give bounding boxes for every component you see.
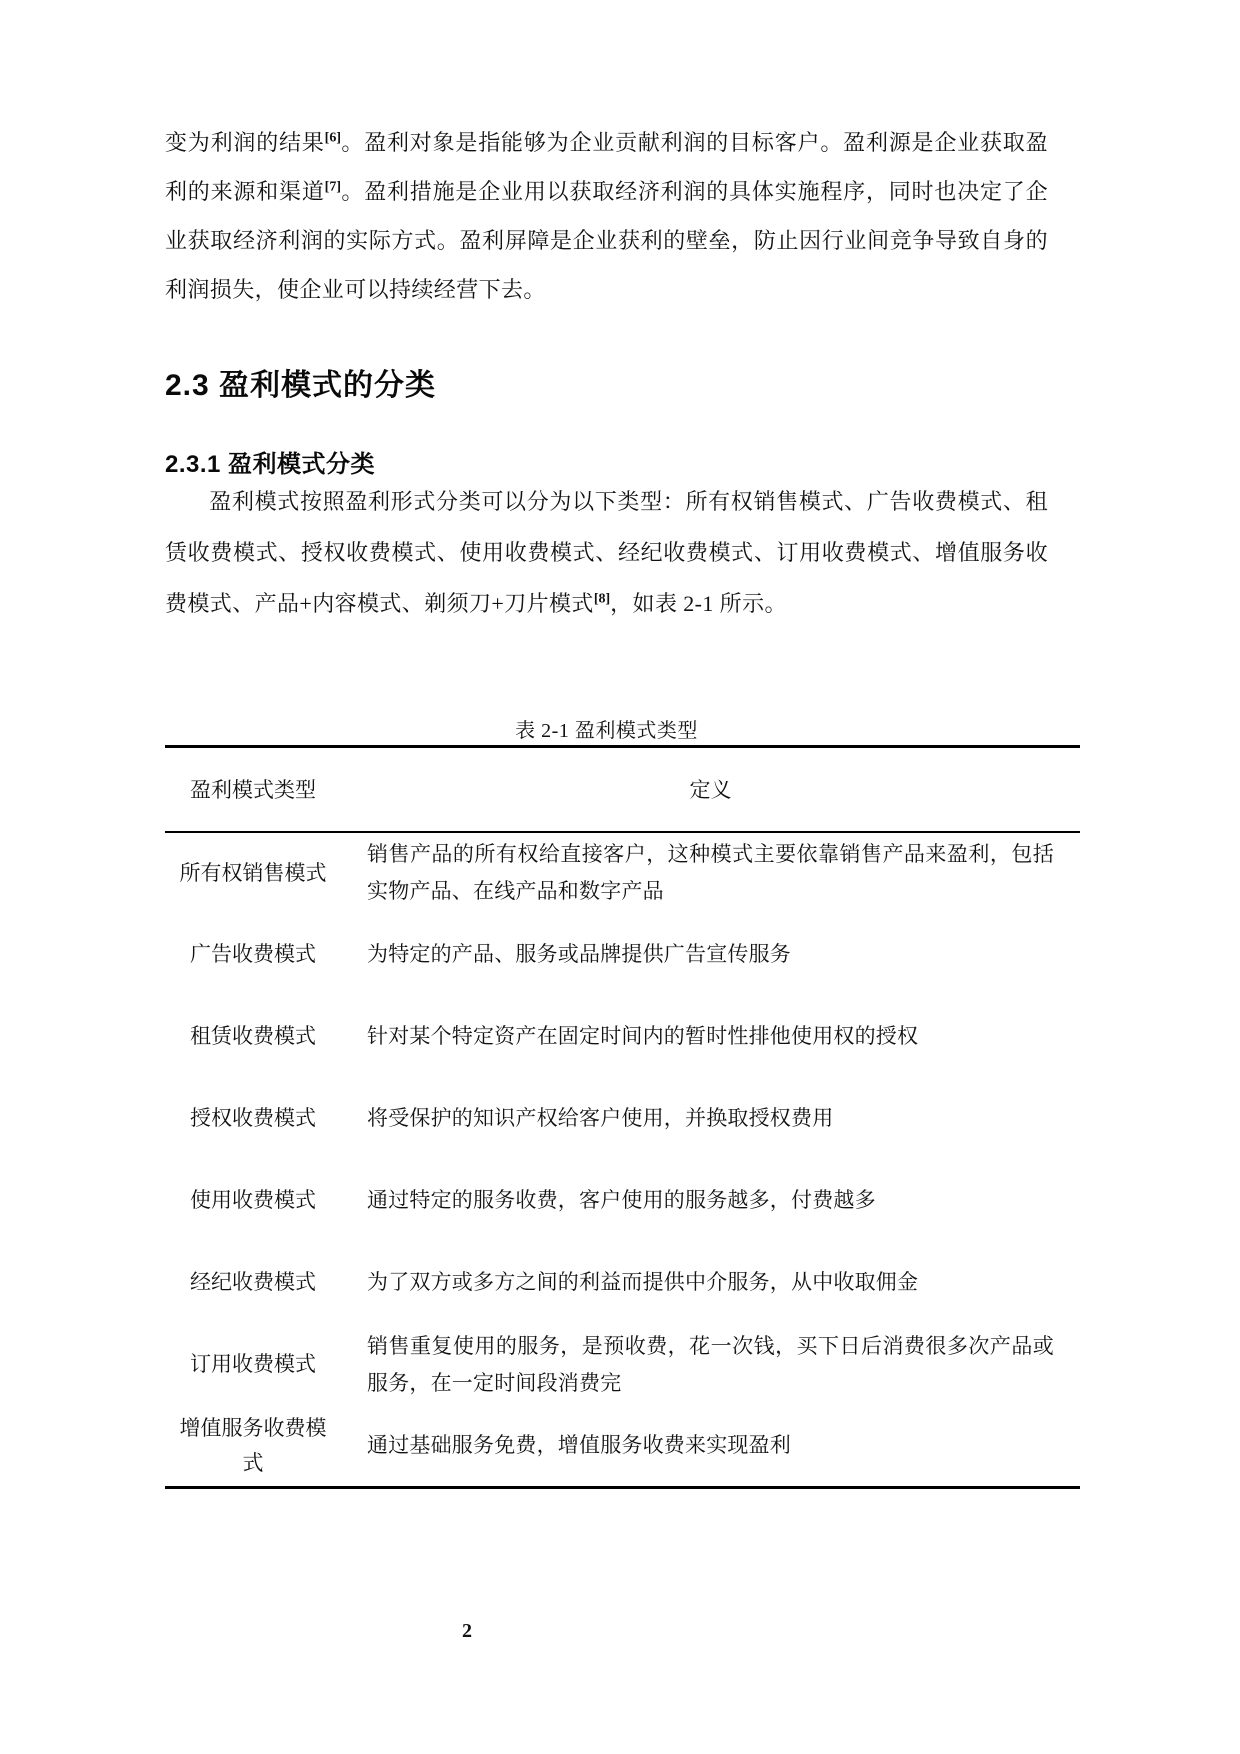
table-row <box>165 1078 1080 1160</box>
table-row <box>165 1324 1080 1406</box>
profit-model-type: 增值服务收费模式 <box>179 1415 327 1475</box>
table-row <box>165 914 1080 996</box>
paragraph-text: 。盈利措施是企业用以获取经济利润的具体实施程序，同时也决定了企业获取经济利润的实际方式。盈利屏障是企业获利的壁垒，防止因行业间竞争导致自身的利润损失，使企业可以持续经营下去。 <box>165 179 1048 302</box>
subsection-heading: 2.3.1 盈利模式分类 <box>165 451 376 478</box>
table-row <box>165 1242 1080 1324</box>
column-header-type: 盈利模式类型 <box>165 747 341 832</box>
profit-model-definition: 为特定的产品、服务或品牌提供广告宣传服务 <box>367 942 791 966</box>
profit-model-definition: 通过特定的服务收费，客户使用的服务越多，付费越多 <box>367 1188 876 1212</box>
page-number: 2 <box>462 1620 472 1642</box>
section-heading: 2.3 盈利模式的分类 <box>165 369 437 402</box>
table-row <box>165 996 1080 1078</box>
paragraph-text: 盈利模式按照盈利形式分类可以分为以下类型：所有权销售模式、广告收费模式、租赁收费模式、授权收费模式、使用收费模式、经纪收费模式、订用收费模式、增值服务收费模式、产品+内容模式、剃须刀+刀片模式 <box>165 489 1048 616</box>
table-caption: 表 2-1 盈利模式类型 <box>515 720 698 742</box>
profit-model-definition: 通过基础服务免费，增值服务收费来实现盈利 <box>367 1433 791 1458</box>
paragraph-text: ，如表 2-1 所示。 <box>610 591 787 616</box>
profit-model-definition: 为了双方或多方之间的利益而提供中介服务，从中收取佣金 <box>367 1270 919 1294</box>
profit-model-type: 广告收费模式 <box>190 942 316 966</box>
body-paragraph-continuation <box>165 118 1048 314</box>
table-header-row <box>165 747 1080 832</box>
profit-model-table <box>165 745 1080 1489</box>
paragraph-text: 变为利润的结果 <box>165 130 325 155</box>
profit-model-definition: 将受保护的知识产权给客户使用，并换取授权费用 <box>367 1106 834 1130</box>
table-row <box>165 1160 1080 1242</box>
paragraph-text: 。盈利对象是指能够为企业贡献利润的目标客户。盈利源是企业获取盈利的来源和渠道 <box>165 130 1048 204</box>
body-paragraph-intro <box>165 476 1048 629</box>
profit-model-type: 经纪收费模式 <box>190 1270 316 1294</box>
column-header-definition: 定义 <box>341 747 1080 832</box>
profit-model-definition: 针对某个特定资产在固定时间内的暂时性排他使用权的授权 <box>367 1024 919 1048</box>
table-row <box>165 1406 1080 1488</box>
profit-model-definition: 销售产品的所有权给直接客户，这种模式主要依靠销售产品来盈利，包括实物产品、在线产品和数字产品 <box>367 842 1054 903</box>
profit-model-type: 所有权销售模式 <box>179 860 327 885</box>
citation-ref-8: [8] <box>593 591 611 607</box>
citation-ref-6: [6] <box>324 130 341 146</box>
profit-model-definition: 销售重复使用的服务，是预收费，花一次钱，买下日后消费很多次产品或服务，在一定时间段消费完 <box>367 1333 1054 1395</box>
profit-model-type: 使用收费模式 <box>190 1188 316 1212</box>
citation-ref-7: [7] <box>324 179 341 195</box>
profit-model-type: 订用收费模式 <box>190 1352 316 1376</box>
profit-model-type: 租赁收费模式 <box>190 1024 316 1048</box>
profit-model-type: 授权收费模式 <box>190 1106 316 1130</box>
table-row <box>165 832 1080 914</box>
